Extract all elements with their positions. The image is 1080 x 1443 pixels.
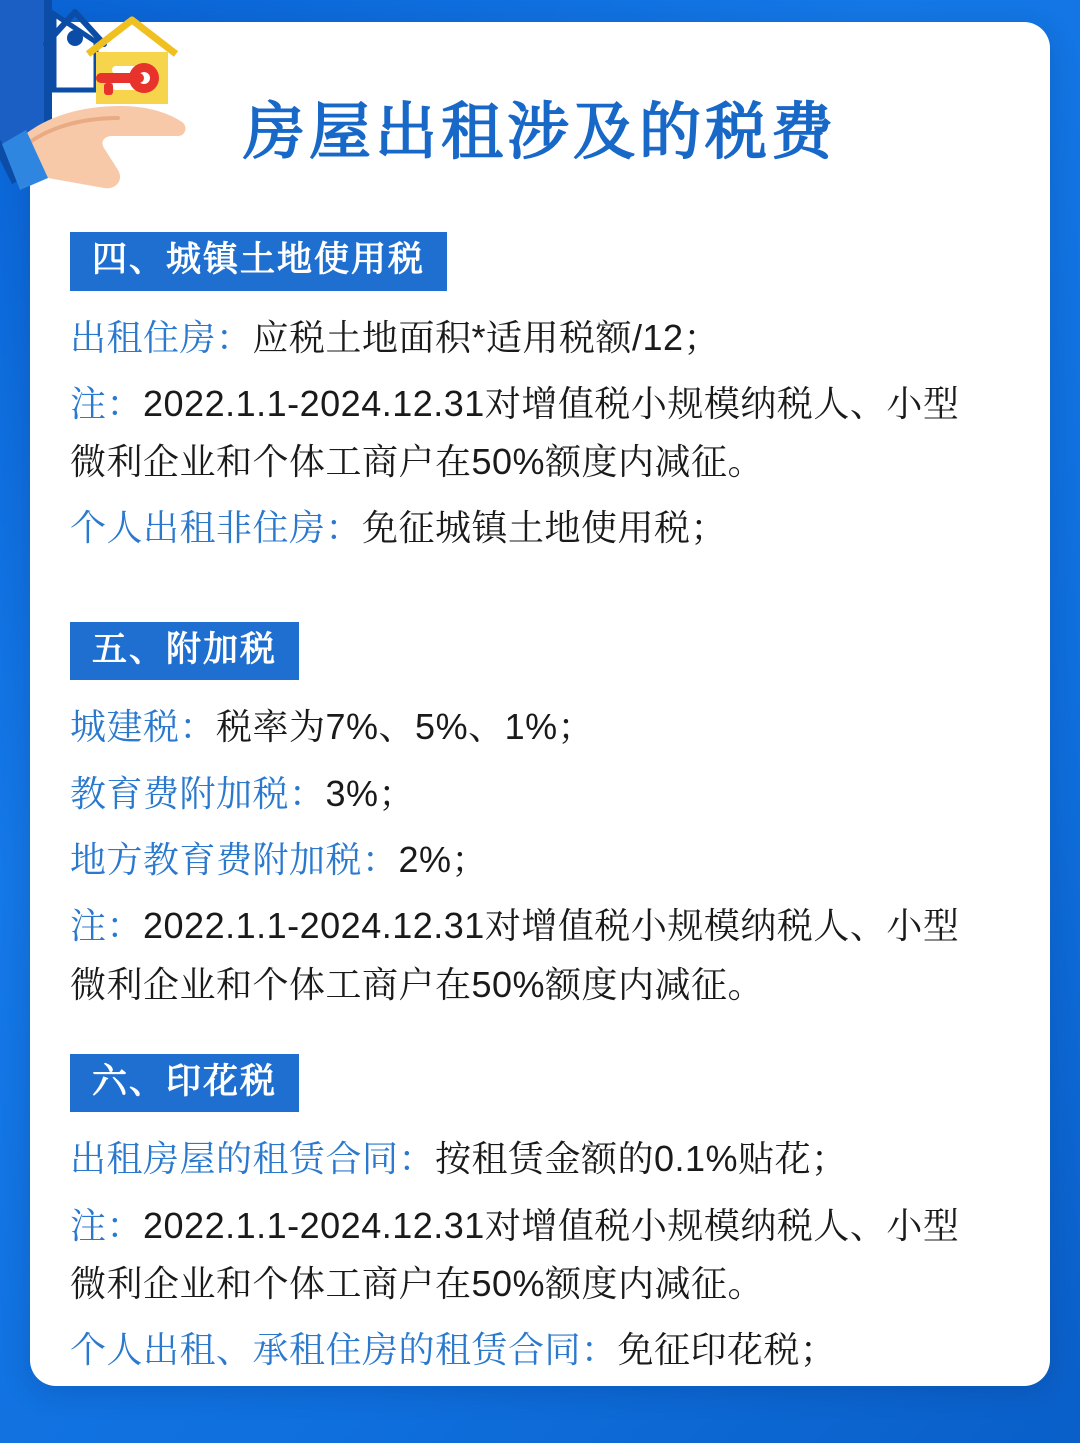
- paragraph: [70, 309, 978, 367]
- spacer: [48, 1022, 978, 1032]
- spacer: [48, 566, 978, 600]
- paragraph-text: 免征城镇土地使用税；: [362, 507, 728, 549]
- section-surtax: [48, 600, 978, 1014]
- page-title: 房屋出租涉及的税费: [242, 95, 837, 168]
- paragraph-text: 免征印花税；: [617, 1329, 837, 1371]
- paragraph-lead: 出租住房：: [70, 316, 253, 358]
- paragraph-text: 3%；: [325, 772, 416, 814]
- paragraph-text: 按租赁金额的0.1%贴花；: [435, 1138, 848, 1180]
- section-heading: 五、附加税: [70, 622, 299, 681]
- paragraph-text: 应税土地面积*适用税额/12；: [252, 316, 721, 358]
- paragraph-text: 2022.1.1-2024.12.31对增值税小规模纳税人、小型微利企业和个体工商户在50%额度内减征。: [70, 905, 960, 1005]
- section-heading: 四、城镇土地使用税: [70, 232, 447, 291]
- paragraph: [70, 1321, 978, 1379]
- paragraph-lead: 教育费附加税：: [70, 772, 326, 814]
- document-body: [0, 210, 1020, 1388]
- paragraph: [70, 499, 978, 557]
- paragraph-lead: 出租房屋的租赁合同：: [70, 1138, 436, 1180]
- paragraph-lead: 注：: [70, 382, 144, 424]
- paragraph: [70, 1197, 978, 1314]
- paragraph: [70, 375, 978, 492]
- paragraph: [70, 897, 978, 1014]
- paragraph-lead: 个人出租非住房：: [70, 507, 363, 549]
- paragraph-text: 2%；: [398, 838, 489, 880]
- paragraph: [70, 831, 978, 889]
- paragraph-lead: 注：: [70, 905, 144, 947]
- paragraph: [70, 1130, 978, 1188]
- paragraph-text: 税率为7%、5%、1%；: [216, 706, 595, 748]
- section-heading: 六、印花税: [70, 1054, 299, 1113]
- paragraph: [70, 765, 978, 823]
- paragraph-lead: 城建税：: [70, 706, 217, 748]
- section-stamp-duty: [48, 1032, 978, 1380]
- paragraph-lead: 个人出租、承租住房的租赁合同：: [70, 1329, 618, 1371]
- paragraph-lead: 地方教育费附加税：: [70, 838, 399, 880]
- paragraph: [70, 698, 978, 756]
- section-land-use-tax: [48, 210, 978, 558]
- paragraph-text: 2022.1.1-2024.12.31对增值税小规模纳税人、小型微利企业和个体工商户在50%额度内减征。: [70, 1204, 960, 1304]
- paragraph-text: 2022.1.1-2024.12.31对增值税小规模纳税人、小型微利企业和个体工商户在50%额度内减征。: [70, 382, 960, 483]
- paragraph-lead: 注：: [70, 1204, 144, 1246]
